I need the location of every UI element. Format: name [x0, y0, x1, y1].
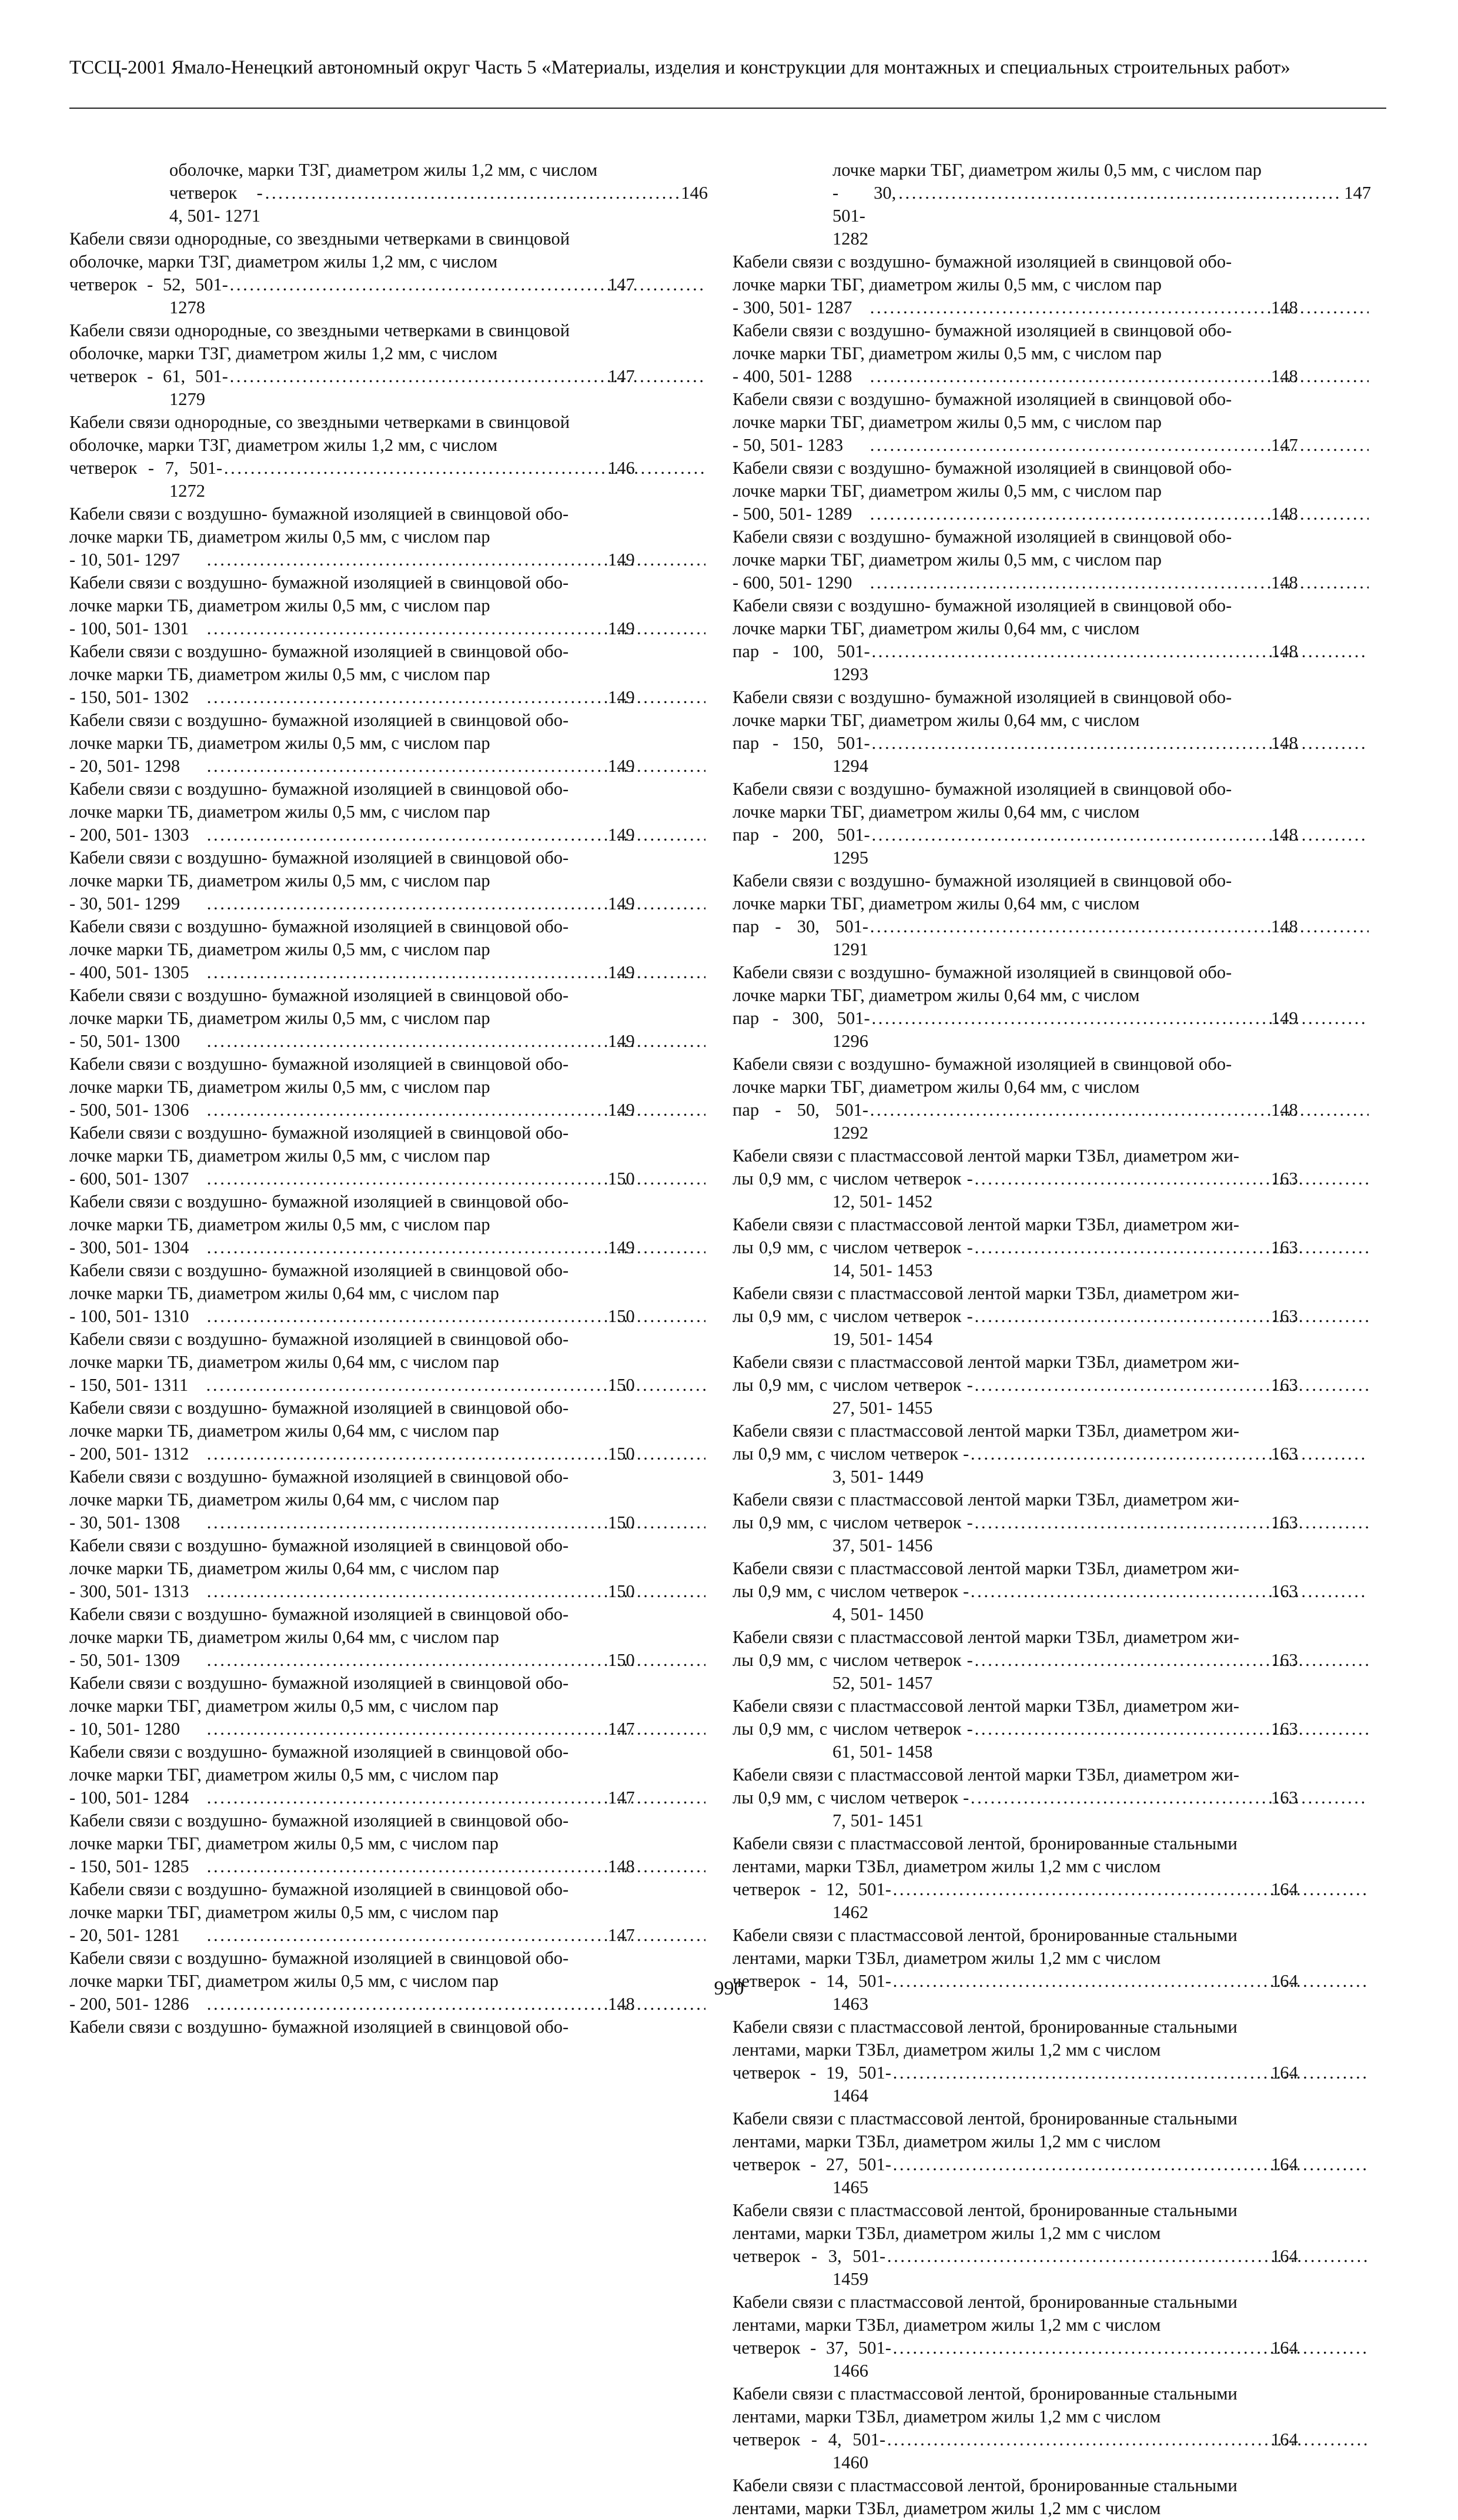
entry-text-line: лочке марки ТБГ, диаметром жилы 0,5 мм, с числом пар — [733, 275, 1162, 294]
running-header: ТССЦ-2001 Ямало-Ненецкий автономный округ Часть 5 «Материалы, изделия и конструкции для монтажных и специальных строительных работ» — [69, 57, 1290, 78]
index-entry — [733, 388, 1371, 457]
entry-text-line: лочке марки ТБ, диаметром жилы 0,64 мм, с числом пар — [69, 1352, 499, 1372]
entry-last-line: пар - 50, 501- 1292 . . . 148 — [832, 1099, 1371, 1144]
entry-code: четверок - 3, 501- 1459 — [733, 2246, 886, 2289]
dot-leader — [888, 2245, 1369, 2268]
entry-code: лы 0,9 мм, с числом четверок - 4, 501- 1450 — [733, 1581, 969, 1624]
entry-text-line: лочке марки ТБ, диаметром жилы 0,5 мм, с числом пар — [69, 871, 490, 891]
entry-last-line: - 600, 501- 1307 . . . 150 — [169, 1167, 708, 1190]
index-entry — [733, 1351, 1371, 1420]
entry-code: четверок - 19, 501- 1464 — [733, 2063, 891, 2106]
dot-leader — [975, 1649, 1369, 1672]
index-entry — [733, 1695, 1371, 1763]
dot-leader — [975, 1167, 1369, 1190]
entry-text-line: лочке марки ТБГ, диаметром жилы 0,64 мм, с числом — [733, 985, 1140, 1005]
entry-text-line: лентами, марки ТЗБл, диаметром жилы 1,2 мм с числом — [733, 2131, 1161, 2151]
entry-last-line: лы 0,9 мм, с числом четверок - 61, 501- 1458 . . . 163 — [832, 1718, 1371, 1763]
entry-text-line: лентами, марки ТЗБл, диаметром жилы 1,2 мм с числом — [733, 2407, 1161, 2427]
index-entry — [69, 159, 708, 227]
entry-code: лы 0,9 мм, с числом четверок - 12, 501- 1452 — [733, 1169, 973, 1212]
index-entry — [69, 846, 708, 915]
entry-text-line: лочке марки ТБ, диаметром жилы 0,64 мм, с числом пар — [69, 1283, 499, 1303]
entry-last-line: лы 0,9 мм, с числом четверок - 3, 501- 1449 . . . 163 — [832, 1443, 1371, 1488]
entry-text-line: Кабели связи с воздушно- бумажной изоляцией в свинцовой обо- — [69, 916, 569, 936]
entry-text-line: Кабели связи с воздушно- бумажной изоляцией в свинцовой обо- — [69, 1054, 569, 1074]
entry-text-line: Кабели связи с воздушно- бумажной изоляцией в свинцовой обо- — [733, 1054, 1232, 1074]
entry-code: четверок - 12, 501- 1462 — [733, 1879, 891, 1922]
entry-text-line: Кабели связи с воздушно- бумажной изоляцией в свинцовой обо- — [69, 1673, 569, 1693]
dot-leader — [975, 1374, 1369, 1397]
entry-text-line: Кабели связи с пластмассовой лентой марки ТЗБл, диаметром жи- — [733, 1352, 1239, 1372]
entry-code: - 200, 501- 1303 — [69, 825, 189, 845]
entry-code: четверок - 37, 501- 1466 — [733, 2338, 891, 2381]
entry-last-line: - 300, 501- 1287 . . . 148 — [832, 296, 1371, 319]
dot-leader — [971, 1443, 1369, 1465]
entry-code: - 200, 501- 1312 — [69, 1444, 189, 1464]
entry-text-line: лентами, марки ТЗБл, диаметром жилы 1,2 мм с числом — [733, 2498, 1161, 2518]
entry-code: лы 0,9 мм, с числом четверок - 27, 501- 1455 — [733, 1375, 973, 1418]
entry-text-line: лочке марки ТБ, диаметром жилы 0,5 мм, с числом пар — [69, 1077, 490, 1097]
index-entry — [69, 1397, 708, 1465]
index-entry — [733, 1924, 1371, 2016]
index-entry — [733, 1144, 1371, 1213]
index-entry — [69, 1190, 708, 1259]
entry-page-ref: 147 — [1344, 183, 1371, 203]
index-entry — [733, 594, 1371, 686]
index-entry — [69, 411, 708, 503]
entry-text-line: Кабели связи с воздушно- бумажной изоляцией в свинцовой обо- — [733, 458, 1232, 478]
entry-text-line: лентами, марки ТЗБл, диаметром жилы 1,2 мм с числом — [733, 2040, 1161, 2060]
entry-text-line: Кабели связи с воздушно- бумажной изоляцией в свинцовой обо- — [69, 1260, 569, 1280]
entry-last-line: лы 0,9 мм, с числом четверок - 4, 501- 1450 . . . 163 — [832, 1580, 1371, 1626]
entry-code: - 30, 501- 1299 — [69, 893, 180, 913]
entry-code: - 100, 501- 1284 — [69, 1788, 189, 1808]
entry-text-line: Кабели связи с пластмассовой лентой, бронированные стальными — [733, 2292, 1238, 2312]
entry-code: - 300, 501- 1304 — [69, 1237, 189, 1257]
entry-code: четверок - 27, 501- 1465 — [733, 2154, 891, 2197]
entry-text-line: Кабели связи с пластмассовой лентой марки ТЗБл, диаметром жи- — [733, 1214, 1239, 1234]
entry-text-line: Кабели связи с пластмассовой лентой марки ТЗБл, диаметром жи- — [733, 1421, 1239, 1441]
index-entry — [733, 1626, 1371, 1695]
index-entry — [69, 571, 708, 640]
entry-text-line: Кабели связи с пластмассовой лентой марки ТЗБл, диаметром жи- — [733, 1696, 1239, 1716]
entry-last-line: четверок - 12, 501- 1462 . . . 164 — [832, 1878, 1371, 1924]
entry-text-line: лочке марки ТБ, диаметром жилы 0,64 мм, с числом пар — [69, 1627, 499, 1647]
entry-text-line: Кабели связи с пластмассовой лентой марки ТЗБл, диаметром жи- — [733, 1283, 1239, 1303]
entry-text-line: лочке марки ТБ, диаметром жилы 0,5 мм, с числом пар — [69, 595, 490, 615]
entry-text-line: Кабели связи с пластмассовой лентой, бронированные стальными — [733, 2475, 1238, 2495]
entry-text-line: Кабели связи с воздушно- бумажной изоляцией в свинцовой обо- — [733, 871, 1232, 891]
entry-code: - 400, 501- 1305 — [69, 962, 189, 982]
entry-text-line: Кабели связи с воздушно- бумажной изоляцией в свинцовой обо- — [69, 641, 569, 661]
entry-last-line: пар - 150, 501- 1294 . . . 148 — [832, 732, 1371, 778]
entry-code: лы 0,9 мм, с числом четверок - 37, 501- 1456 — [733, 1512, 973, 1555]
entry-last-line: - 400, 501- 1288 . . . 148 — [832, 365, 1371, 388]
entry-code: пар - 300, 501- 1296 — [733, 1008, 870, 1051]
entry-text-line: Кабели связи с пластмассовой лентой марки ТЗБл, диаметром жи- — [733, 1146, 1239, 1166]
entry-last-line: - 50, 501- 1283 . . . 147 — [832, 434, 1371, 457]
entry-last-line: - 10, 501- 1280 . . . 147 — [169, 1718, 708, 1741]
index-entry — [733, 778, 1371, 869]
entry-code: лы 0,9 мм, с числом четверок - 3, 501- 1449 — [733, 1444, 969, 1487]
entry-text-line: Кабели связи с воздушно- бумажной изоляцией в свинцовой обо- — [733, 595, 1232, 615]
entry-code: - 300, 501- 1313 — [69, 1581, 189, 1601]
index-entry — [733, 159, 1371, 250]
entry-text-line: Кабели связи с воздушно- бумажной изоляцией в свинцовой обо- — [69, 1329, 569, 1349]
entry-last-line: - 150, 501- 1285 . . . 148 — [169, 1855, 708, 1878]
entry-text-line: лочке марки ТБГ, диаметром жилы 0,5 мм, с числом пар — [733, 481, 1162, 501]
entry-last-line: четверок - 3, 501- 1459 . . . 164 — [832, 2245, 1371, 2291]
entry-text-line: лочке марки ТБГ, диаметром жилы 0,5 мм, с числом пар — [69, 1696, 499, 1716]
entry-text-line: оболочке, марки ТЗГ, диаметром жилы 1,2 мм, с числом — [69, 343, 498, 363]
entry-text-line: лочке марки ТБ, диаметром жилы 0,5 мм, с числом пар — [69, 1146, 490, 1166]
index-entry — [733, 2474, 1371, 2520]
dot-leader — [265, 182, 679, 205]
entry-text-line: лочке марки ТБ, диаметром жилы 0,5 мм, с числом пар — [69, 664, 490, 684]
entry-code: - 50, 501- 1283 — [733, 435, 844, 455]
index-entry — [69, 778, 708, 846]
page-number: 990 — [714, 1977, 744, 1999]
entry-code: четверок - 4, 501- 1271 — [169, 183, 263, 226]
index-entry — [733, 2199, 1371, 2291]
entry-text-line: Кабели связи однородные, со звездными четверками в свинцовой — [69, 229, 570, 249]
entry-text-line: лентами, марки ТЗБл, диаметром жилы 1,2 мм с числом — [733, 1948, 1161, 1968]
entry-text-line: Кабели связи с воздушно- бумажной изоляцией в свинцовой обо- — [69, 985, 569, 1005]
entry-text-line: Кабели связи с воздушно- бумажной изоляцией в свинцовой обо- — [733, 527, 1232, 547]
entry-code: четверок - 61, 501- 1279 — [69, 366, 228, 409]
entry-code: - 10, 501- 1297 — [69, 550, 180, 570]
index-entry — [733, 2291, 1371, 2382]
index-entry — [733, 319, 1371, 388]
entry-text-line: Кабели связи с пластмассовой лентой марки ТЗБл, диаметром жи- — [733, 1627, 1239, 1647]
entry-last-line: пар - 100, 501- 1293 . . . 148 — [832, 640, 1371, 686]
entry-text-line: Кабели связи однородные, со звездными четверками в свинцовой — [69, 412, 570, 432]
index-entry — [69, 1672, 708, 1741]
entry-text-line: лочке марки ТБ, диаметром жилы 0,64 мм, с числом пар — [69, 1421, 499, 1441]
entry-code: - 500, 501- 1306 — [69, 1100, 189, 1120]
entry-last-line: лы 0,9 мм, с числом четверок - 37, 501- 1456 . . . 163 — [832, 1511, 1371, 1557]
entry-last-line: - 10, 501- 1297 . . . 149 — [169, 548, 708, 571]
entry-text-line: Кабели связи с воздушно- бумажной изоляцией в свинцовой обо- — [69, 1948, 569, 1968]
index-entry — [733, 1420, 1371, 1488]
entry-code: - 500, 501- 1289 — [733, 504, 852, 524]
entry-text-line: лочке марки ТБГ, диаметром жилы 0,64 мм, с числом — [733, 893, 1140, 913]
entry-text-line: Кабели связи с воздушно- бумажной изоляцией в свинцовой обо- — [69, 848, 569, 868]
entry-text-line: лочке марки ТБГ, диаметром жилы 0,5 мм, с числом пар — [69, 1765, 499, 1785]
entry-last-line: лы 0,9 мм, с числом четверок - 27, 501- 1455 . . . 163 — [832, 1374, 1371, 1420]
entry-code: - 150, 501- 1285 — [69, 1856, 189, 1876]
entry-last-line: лы 0,9 мм, с числом четверок - 52, 501- 1457 . . . 163 — [832, 1649, 1371, 1695]
entry-text-line: лочке марки ТБГ, диаметром жилы 0,5 мм, с числом пар — [69, 1833, 499, 1853]
entry-text-line: оболочке, марки ТЗГ, диаметром жилы 1,2 мм, с числом — [169, 160, 598, 180]
index-entry — [733, 961, 1371, 1053]
dot-leader — [971, 1786, 1369, 1809]
entry-code: - 150, 501- 1302 — [69, 687, 189, 707]
entry-code: - 150, 501- 1311 — [69, 1375, 189, 1395]
entry-last-line: пар - 30, 501- 1291 . . . 148 — [832, 915, 1371, 961]
entry-code: лы 0,9 мм, с числом четверок - 61, 501- 1458 — [733, 1719, 973, 1762]
entry-text-line: лентами, марки ТЗБл, диаметром жилы 1,2 мм с числом — [733, 2223, 1161, 2243]
index-entry — [69, 1465, 708, 1534]
entry-text-line: лентами, марки ТЗБл, диаметром жилы 1,2 мм с числом — [733, 1856, 1161, 1876]
index-entry — [69, 640, 708, 709]
entry-last-line: пар - 200, 501- 1295 . . . 148 — [832, 824, 1371, 869]
entry-last-line: четверок - 7, 501- 1272 . . . 146 — [169, 457, 708, 503]
entry-text-line: лочке марки ТБ, диаметром жилы 0,5 мм, с числом пар — [69, 1214, 490, 1234]
entry-last-line: четверок - 27, 501- 1465 . . . 164 — [832, 2153, 1371, 2199]
entry-last-line: четверок - 52, 501- 1278 . . . 147 — [169, 273, 708, 319]
entry-last-line: четверок - 19, 501- 1464 . . . 164 — [832, 2061, 1371, 2107]
entry-text-line: Кабели связи с воздушно- бумажной изоляцией в свинцовой обо- — [69, 573, 569, 593]
entry-text-line: Кабели связи с пластмассовой лентой марки ТЗБл, диаметром жи- — [733, 1558, 1239, 1578]
dot-leader — [894, 2153, 1369, 2176]
index-entry — [733, 1053, 1371, 1144]
entry-code: - 100, 501- 1310 — [69, 1306, 189, 1326]
entry-code: пар - 200, 501- 1295 — [733, 825, 870, 868]
entry-text-line: Кабели связи с воздушно- бумажной изоляцией в свинцовой обо- — [733, 687, 1232, 707]
dot-leader — [975, 1718, 1369, 1741]
entry-code: - 30, 501- 1308 — [69, 1512, 180, 1532]
entry-code: - 20, 501- 1281 — [69, 1925, 180, 1945]
entry-text-line: лочке марки ТБГ, диаметром жилы 0,64 мм, с числом — [733, 802, 1140, 822]
entry-last-line: - 300, 501- 1313 . . . 150 — [169, 1580, 708, 1603]
header-rule — [69, 108, 1386, 109]
entry-last-line: - 500, 501- 1306 . . . 149 — [169, 1099, 708, 1122]
index-entry — [69, 1809, 708, 1878]
entry-text-line: Кабели связи с воздушно- бумажной изоляцией в свинцовой обо- — [733, 779, 1232, 799]
entry-last-line: - 150, 501- 1311 . . . 150 — [169, 1374, 708, 1397]
entry-code: - 30, 501- 1282 — [832, 183, 897, 249]
entry-code: лы 0,9 мм, с числом четверок - 19, 501- 1454 — [733, 1306, 973, 1349]
entry-last-line: четверок - 14, 501- 1463 . . . 164 — [832, 1970, 1371, 2016]
entry-last-line: - 150, 501- 1302 . . . 149 — [169, 686, 708, 709]
dot-leader — [975, 1511, 1369, 1534]
index-entry — [733, 686, 1371, 778]
entry-code: четверок - 52, 501- 1278 — [69, 275, 228, 317]
entry-last-line: лы 0,9 мм, с числом четверок - 7, 501- 1451 . . . 163 — [832, 1786, 1371, 1832]
entry-text-line: Кабели связи с воздушно- бумажной изоляцией в свинцовой обо- — [69, 1810, 569, 1830]
entry-last-line: - 100, 501- 1310 . . . 150 — [169, 1305, 708, 1328]
entry-text-line: лочке марки ТБ, диаметром жилы 0,5 мм, с числом пар — [69, 733, 490, 753]
entry-code: лы 0,9 мм, с числом четверок - 52, 501- 1457 — [733, 1650, 973, 1693]
entry-text-line: Кабели связи с воздушно- бумажной изоляцией в свинцовой обо- — [69, 1398, 569, 1418]
entry-last-line: четверок - 61, 501- 1279 . . . 147 — [169, 365, 708, 411]
dot-leader — [888, 2428, 1369, 2451]
index-entry — [733, 2382, 1371, 2474]
index-entry — [69, 1878, 708, 1947]
entry-text-line: Кабели связи с воздушно- бумажной изоляцией в свинцовой обо- — [69, 1535, 569, 1555]
entry-last-line: лы 0,9 мм, с числом четверок - 14, 501- 1453 . . . 163 — [832, 1236, 1371, 1282]
entry-code: пар - 100, 501- 1293 — [733, 641, 870, 684]
entry-text-line: лочке марки ТБГ, диаметром жилы 0,5 мм, с числом пар — [832, 160, 1262, 180]
dot-leader — [894, 2061, 1369, 2084]
entry-last-line: - 100, 501- 1301 . . . 149 — [169, 617, 708, 640]
entry-text-line: оболочке, марки ТЗГ, диаметром жилы 1,2 мм, с числом — [69, 252, 498, 272]
entry-text-line: Кабели связи с воздушно- бумажной изоляцией в свинцовой обо- — [69, 1604, 569, 1624]
entry-text-line: Кабели связи с пластмассовой лентой марки ТЗБл, диаметром жи- — [733, 1765, 1239, 1785]
entry-text-line: Кабели связи с пластмассовой лентой, бронированные стальными — [733, 2017, 1238, 2037]
entry-text-line: лочке марки ТБГ, диаметром жилы 0,5 мм, с числом пар — [733, 550, 1162, 570]
entry-code: лы 0,9 мм, с числом четверок - 14, 501- 1453 — [733, 1237, 973, 1280]
dot-leader — [971, 1580, 1369, 1603]
entry-text-line: Кабели связи с пластмассовой лентой, бронированные стальными — [733, 2109, 1238, 2129]
entry-text-line: Кабели связи с воздушно- бумажной изоляцией в свинцовой обо- — [69, 2017, 569, 2037]
index-entry — [733, 1557, 1371, 1626]
entry-last-line — [832, 182, 1371, 250]
entry-code: четверок - 7, 501- 1272 — [69, 458, 223, 501]
entry-code: четверок - 4, 501- 1460 — [733, 2429, 886, 2472]
entry-text-line: лочке марки ТБГ, диаметром жилы 0,5 мм, с числом пар — [733, 343, 1162, 363]
entry-code: - 10, 501- 1280 — [69, 1719, 180, 1739]
entry-text-line: лочке марки ТБ, диаметром жилы 0,5 мм, с числом пар — [69, 527, 490, 547]
entry-code: - 200, 501- 1286 — [69, 1994, 189, 2014]
index-entry — [69, 1053, 708, 1122]
entry-last-line: - 200, 501- 1312 . . . 150 — [169, 1443, 708, 1465]
entry-text-line: Кабели связи с воздушно- бумажной изоляцией в свинцовой обо- — [733, 252, 1232, 272]
entry-text-line: Кабели связи с воздушно- бумажной изоляцией в свинцовой обо- — [69, 504, 569, 524]
entry-last-line: - 20, 501- 1281 . . . 147 — [169, 1924, 708, 1947]
entry-text-line: лочке марки ТБ, диаметром жилы 0,5 мм, с числом пар — [69, 939, 490, 959]
index-entry — [733, 1282, 1371, 1351]
entry-text-line: лентами, марки ТЗБл, диаметром жилы 1,2 мм с числом — [733, 2315, 1161, 2335]
entry-last-line: - 50, 501- 1300 . . . 149 — [169, 1030, 708, 1053]
index-column-right — [733, 159, 1371, 2520]
dot-leader — [894, 2337, 1369, 2360]
entry-last-line: лы 0,9 мм, с числом четверок - 12, 501- 1452 . . . 163 — [832, 1167, 1371, 1213]
entry-text-line: Кабели связи с воздушно- бумажной изоляцией в свинцовой обо- — [69, 1879, 569, 1899]
index-entry — [69, 1741, 708, 1809]
index-entry — [69, 709, 708, 778]
entry-text-line: лочке марки ТБГ, диаметром жилы 0,5 мм, с числом пар — [733, 412, 1162, 432]
entry-code: - 50, 501- 1309 — [69, 1650, 180, 1670]
entry-last-line: четверок - 4, 501- 1460 . . . 164 — [832, 2428, 1371, 2474]
index-entry — [69, 2016, 708, 2039]
entry-last-line: пар - 300, 501- 1296 . . . 149 — [832, 1007, 1371, 1053]
entry-text-line: лочке марки ТБ, диаметром жилы 0,5 мм, с числом пар — [69, 1008, 490, 1028]
entry-last-line: - 100, 501- 1284 . . . 147 — [169, 1786, 708, 1809]
entry-text-line: оболочке, марки ТЗГ, диаметром жилы 1,2 мм, с числом — [69, 435, 498, 455]
index-entry — [69, 984, 708, 1053]
index-entry — [733, 526, 1371, 594]
entry-code: пар - 150, 501- 1294 — [733, 733, 870, 776]
index-entry — [69, 1259, 708, 1328]
entry-page-ref: 146 — [681, 183, 708, 203]
entry-code: пар - 50, 501- 1292 — [733, 1100, 868, 1143]
entry-code: - 20, 501- 1298 — [69, 756, 180, 776]
entry-text-line: Кабели связи с воздушно- бумажной изоляцией в свинцовой обо- — [733, 389, 1232, 409]
entry-last-line: - 30, 501- 1308 . . . 150 — [169, 1511, 708, 1534]
entry-text-line: Кабели связи с воздушно- бумажной изоляцией в свинцовой обо- — [69, 1467, 569, 1487]
entry-last-line: - 200, 501- 1303 . . . 149 — [169, 824, 708, 846]
index-entry — [733, 2107, 1371, 2199]
index-entry — [733, 2016, 1371, 2107]
entry-last-line: - 600, 501- 1290 . . . 148 — [832, 571, 1371, 594]
index-entry — [733, 457, 1371, 526]
entry-text-line: Кабели связи с пластмассовой лентой, бронированные стальными — [733, 1925, 1238, 1945]
index-entry — [69, 1603, 708, 1672]
entry-text-line: Кабели связи с воздушно- бумажной изоляцией в свинцовой обо- — [69, 1123, 569, 1143]
entry-code: - 600, 501- 1307 — [69, 1169, 189, 1189]
entry-text-line: Кабели связи с воздушно- бумажной изоляцией в свинцовой обо- — [69, 779, 569, 799]
entry-last-line: - 400, 501- 1305 . . . 149 — [169, 961, 708, 984]
index-entry — [69, 1328, 708, 1397]
index-column-left — [69, 159, 708, 2039]
entry-code: лы 0,9 мм, с числом четверок - 7, 501- 1451 — [733, 1788, 969, 1830]
entry-last-line: - 50, 501- 1309 . . . 150 — [169, 1649, 708, 1672]
entry-text-line: Кабели связи с воздушно- бумажной изоляцией в свинцовой обо- — [69, 1192, 569, 1212]
entry-text-line: лочке марки ТБГ, диаметром жилы 0,64 мм, с числом — [733, 618, 1140, 638]
entry-text-line: лочке марки ТБ, диаметром жилы 0,64 мм, с числом пар — [69, 1558, 499, 1578]
index-entry — [733, 1488, 1371, 1557]
entry-text-line: Кабели связи с воздушно- бумажной изоляцией в свинцовой обо- — [733, 320, 1232, 340]
index-entry — [733, 869, 1371, 961]
entry-last-line: - 30, 501- 1299 . . . 149 — [169, 892, 708, 915]
dot-leader — [975, 1305, 1369, 1328]
entry-code: пар - 30, 501- 1291 — [733, 916, 868, 959]
index-entry — [69, 1534, 708, 1603]
dot-leader — [975, 1236, 1369, 1259]
entry-code: - 300, 501- 1287 — [733, 297, 852, 317]
entry-text-line: Кабели связи с воздушно- бумажной изоляцией в свинцовой обо- — [69, 710, 569, 730]
index-entry — [69, 915, 708, 984]
dot-leader — [898, 182, 1342, 205]
entry-text-line: Кабели связи с пластмассовой лентой марки ТЗБл, диаметром жи- — [733, 1490, 1239, 1510]
entry-text-line: лочке марки ТБГ, диаметром жилы 0,5 мм, с числом пар — [69, 1902, 499, 1922]
entry-text-line: Кабели связи с воздушно- бумажной изоляцией в свинцовой обо- — [69, 1742, 569, 1762]
entry-text-line: лочке марки ТБГ, диаметром жилы 0,64 мм, с числом — [733, 1077, 1140, 1097]
entry-last-line: четверок - 37, 501- 1466 . . . 164 — [832, 2337, 1371, 2382]
index-entry — [69, 503, 708, 571]
entry-last-line: - 500, 501- 1289 . . . 148 — [832, 503, 1371, 526]
entry-text-line: лочке марки ТБ, диаметром жилы 0,5 мм, с числом пар — [69, 802, 490, 822]
entry-code: - 100, 501- 1301 — [69, 618, 189, 638]
entry-last-line: - 300, 501- 1304 . . . 149 — [169, 1236, 708, 1259]
index-entry — [733, 1832, 1371, 1924]
index-entry — [733, 1763, 1371, 1832]
index-entry — [69, 227, 708, 319]
index-entry — [733, 1213, 1371, 1282]
entry-text-line: Кабели связи с пластмассовой лентой, бронированные стальными — [733, 1833, 1238, 1853]
entry-last-line — [169, 182, 708, 227]
entry-last-line: - 200, 501- 1286 . . . 148 — [169, 1993, 708, 2016]
entry-last-line: - 20, 501- 1298 . . . 149 — [169, 755, 708, 778]
entry-text-line: лочке марки ТБГ, диаметром жилы 0,5 мм, с числом пар — [69, 1971, 499, 1991]
index-entry — [733, 250, 1371, 319]
entry-text-line: Кабели связи однородные, со звездными четверками в свинцовой — [69, 320, 570, 340]
entry-text-line: лочке марки ТБГ, диаметром жилы 0,64 мм, с числом — [733, 710, 1140, 730]
entry-text-line: Кабели связи с пластмассовой лентой, бронированные стальными — [733, 2200, 1238, 2220]
entry-text-line: Кабели связи с пластмассовой лентой, бронированные стальными — [733, 2384, 1238, 2404]
index-entry — [69, 319, 708, 411]
entry-code: - 50, 501- 1300 — [69, 1031, 180, 1051]
entry-last-line: лы 0,9 мм, с числом четверок - 19, 501- 1454 . . . 163 — [832, 1305, 1371, 1351]
entry-code: - 400, 501- 1288 — [733, 366, 852, 386]
entry-code: четверок - 14, 501- 1463 — [733, 1971, 891, 2014]
entry-text-line: Кабели связи с воздушно- бумажной изоляцией в свинцовой обо- — [733, 962, 1232, 982]
index-entry — [69, 1122, 708, 1190]
entry-text-line: лочке марки ТБ, диаметром жилы 0,64 мм, с числом пар — [69, 1490, 499, 1510]
entry-code: - 600, 501- 1290 — [733, 573, 852, 593]
